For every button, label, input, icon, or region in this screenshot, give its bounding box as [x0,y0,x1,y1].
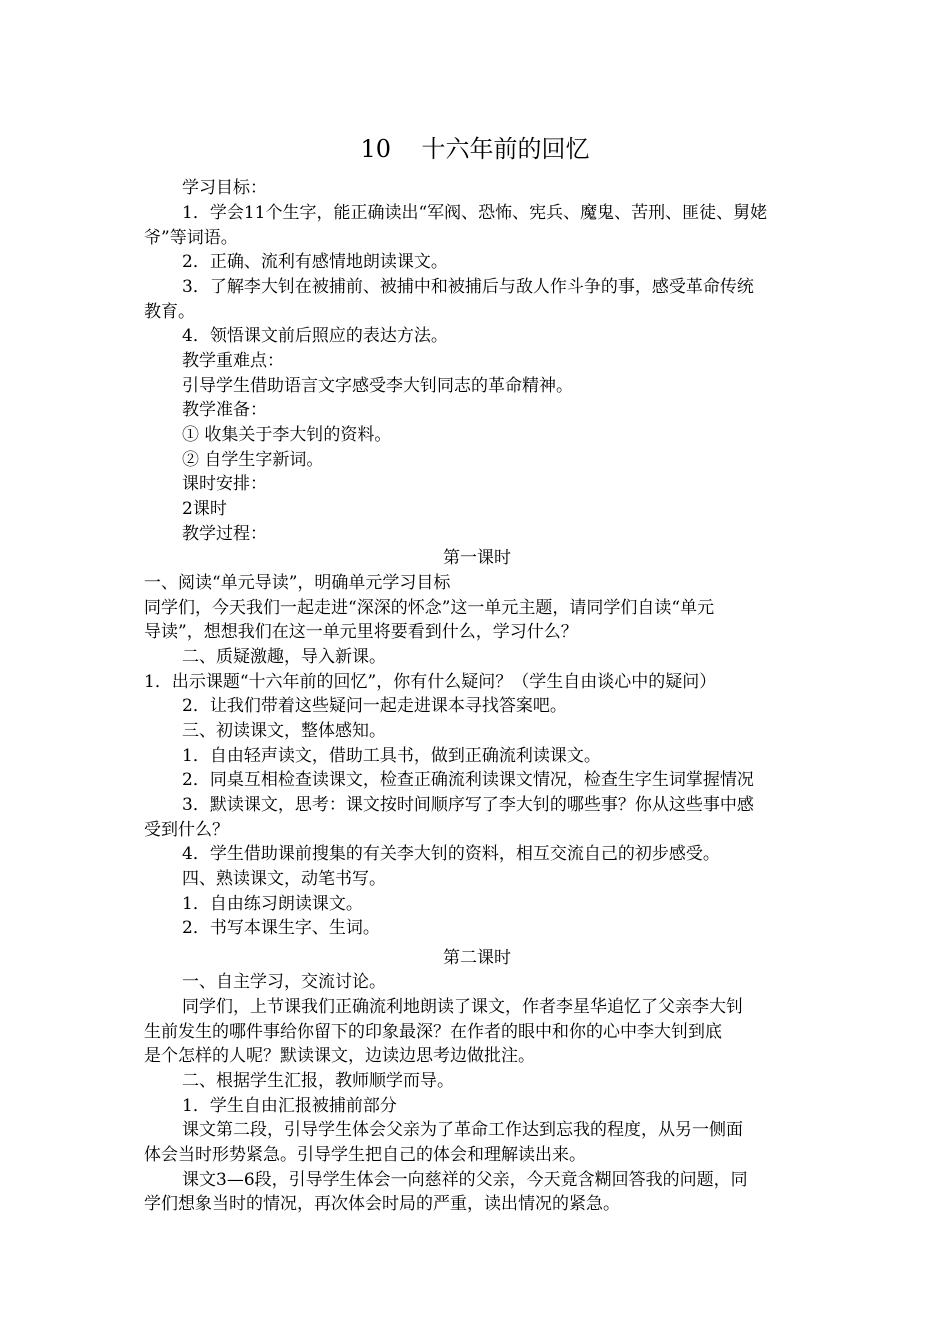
text-line: 2．同桌互相检查读课文，检查正确流利读课文情况，检查生字生词掌握情况 [182,770,754,790]
text-line: 2课时 [182,499,227,519]
text-line: 学们想象当时的情况，再次体会时局的严重，读出情况的紧急。 [144,1194,620,1214]
text-line: 导读”，想想我们在这一单元里将要看到什么，学习什么？ [144,622,578,642]
text-line: 同学们，今天我们一起走进“深深的怀念”这一单元主题，请同学们自读“单元 [144,598,715,618]
text-line: 1．出示课题“十六年前的回忆”，你有什么疑问？（学生自由谈心中的疑问） [144,672,717,692]
text-line: ① 收集关于李大钊的资料。 [182,425,392,445]
text-line: 二、质疑激趣，导入新课。 [182,647,386,667]
text-line: 体会当时形势紧急。引导学生把自己的体会和理解读出来。 [144,1145,586,1165]
section-heading-schedule: 课时安排： [182,474,267,494]
document-title: 10 十六年前的回忆 [360,135,590,163]
text-line: 生前发生的哪件事给你留下的印象最深？在作者的眼中和你的心中李大钊到底 [144,1022,722,1042]
text-line: 3．了解李大钊在被捕前、被捕中和被捕后与敌人作斗争的事，感受革命传统 [182,277,754,297]
text-line: 课文第二段，引导学生体会父亲为了革命工作达到忘我的程度，从另一侧面 [182,1120,743,1140]
text-line: 教育。 [144,302,195,322]
text-line: 1．学会11个生字，能正确读出“军阀、恐怖、宪兵、魔鬼、苦刑、匪徒、舅姥 [182,203,768,223]
text-line: 一、自主学习，交流讨论。 [182,972,386,992]
text-line: 1．自由轻声读文，借助工具书，做到正确流利读课文。 [182,746,601,766]
text-line: 2．正确、流利有感情地朗读课文。 [182,252,448,272]
section-heading-preparation: 教学准备： [182,400,267,420]
text-line: 引导学生借助语言文字感受李大钊同志的革命精神。 [182,376,573,396]
text-line: 课文3—6段，引导学生体会一向慈祥的父亲，今天竟含糊回答我的问题，同 [182,1170,748,1190]
text-line: 2．让我们带着这些疑问一起走进课本寻找答案吧。 [182,696,567,716]
text-line: 四、熟读课文，动笔书写。 [182,869,386,889]
text-line: 1．学生自由汇报被捕前部分 [182,1096,397,1116]
text-line: ② 自学生字新词。 [182,450,324,470]
text-line: 2．书写本课生字、生词。 [182,918,380,938]
text-line: 三、初读课文，整体感知。 [182,721,386,741]
text-line: 爷”等词语。 [144,228,238,248]
text-line: 4．学生借助课前搜集的有关李大钊的资料，相互交流自己的初步感受。 [182,844,720,864]
text-line: 3．默读课文，思考：课文按时间顺序写了李大钊的哪些事？你从这些事中感 [182,795,754,815]
text-line: 同学们，上节课我们正确流利地朗读了课文，作者李星华追忆了父亲李大钊 [182,997,743,1017]
text-line: 是个怎样的人呢？默读课文，边读边思考边做批注。 [144,1046,535,1066]
text-line: 受到什么？ [144,820,229,840]
section-heading-process: 教学过程： [182,524,267,544]
section-heading-key-points: 教学重难点： [182,351,284,371]
lesson-heading-first: 第一课时 [443,548,511,568]
section-heading-learning-goals: 学习目标： [182,178,267,198]
text-line: 二、根据学生汇报，教师顺学而导。 [182,1071,454,1091]
text-line: 一、阅读“单元导读”，明确单元学习目标 [144,573,451,593]
text-line: 1．自由练习朗读课文。 [182,894,363,914]
lesson-heading-second: 第二课时 [443,948,511,968]
text-line: 4．领悟课文前后照应的表达方法。 [182,326,448,346]
